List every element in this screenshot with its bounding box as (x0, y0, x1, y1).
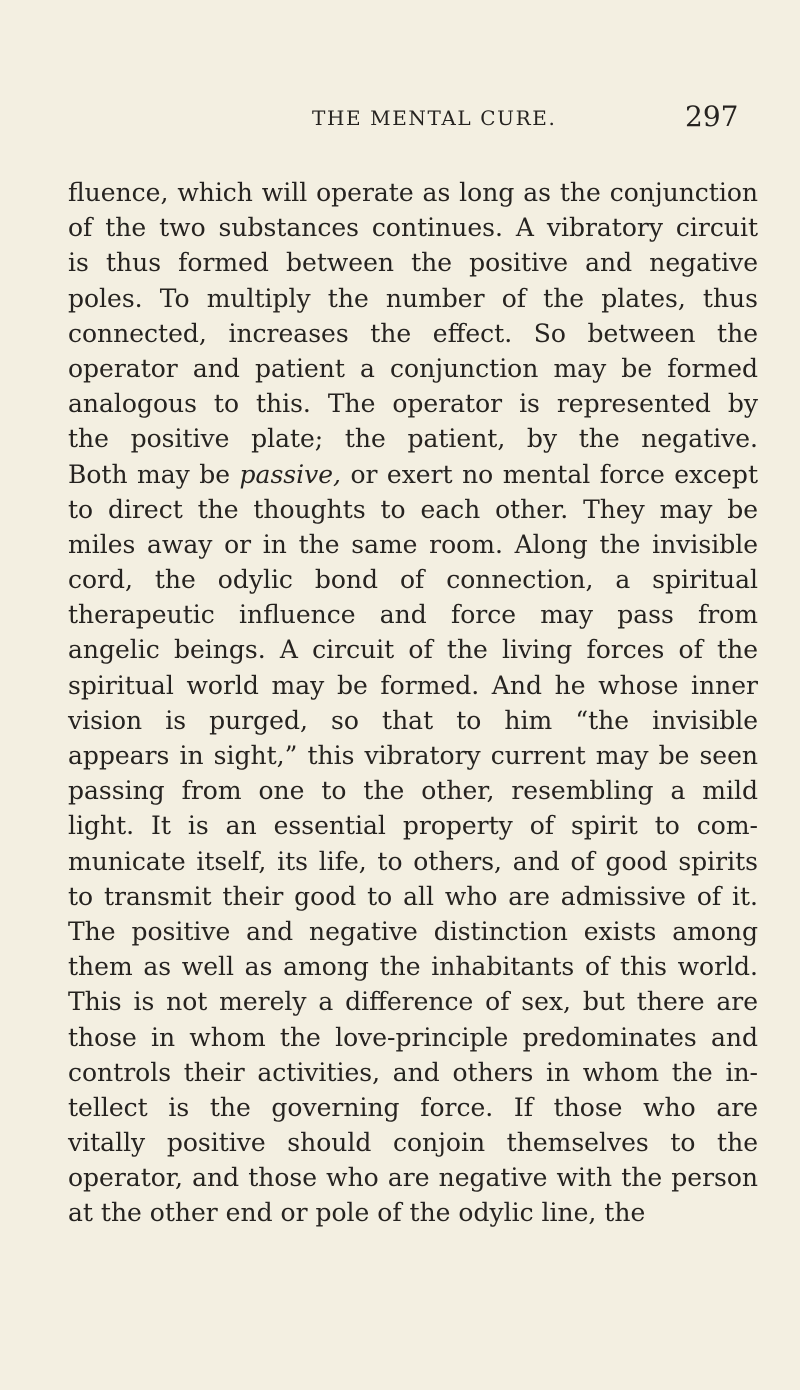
text-segment: to direct the thoughts to each other. They may be (68, 494, 758, 524)
text-segment: fluence, which will operate as long as the conjunction (68, 178, 758, 207)
text-segment: is thus formed between the positive and negative (68, 248, 758, 278)
body-text (68, 175, 758, 1231)
text-line (68, 738, 758, 773)
text-segment: Both may be (68, 459, 240, 489)
text-segment: tellect is the governing force. If those who are (68, 1092, 758, 1122)
text-segment: of the two substances continues. A vibratory circuit (68, 213, 758, 243)
text-line (68, 351, 758, 386)
page-header (0, 100, 800, 144)
text-line (68, 808, 758, 843)
text-segment: those in whom the love-principle predominates and (68, 1022, 758, 1052)
text-line (68, 527, 758, 562)
text-line (68, 1125, 758, 1160)
text-segment: connected, increases the effect. So between the (68, 318, 758, 348)
text-line (68, 668, 758, 703)
text-segment: or exert no mental force except (340, 459, 758, 489)
text-line (68, 879, 758, 914)
text-line (68, 1055, 758, 1090)
text-line (68, 175, 758, 210)
text-segment: at the other end or pole of the odylic line, the (68, 1198, 646, 1228)
text-line (68, 492, 758, 527)
text-line (68, 421, 758, 456)
text-segment: vision is purged, so that to him “the invisible (68, 705, 758, 735)
italic-text: passive, (239, 459, 341, 489)
text-line (68, 210, 758, 245)
text-line (68, 1195, 758, 1230)
text-line (68, 703, 758, 738)
text-line (68, 949, 758, 984)
text-line (68, 1160, 758, 1195)
text-segment: spiritual world may be formed. And he whose inner (68, 670, 758, 700)
text-line (68, 245, 758, 280)
text-segment: municate itself, its life, to others, and of good spirits (68, 846, 758, 876)
text-segment: therapeutic influence and force may pass from (68, 600, 758, 630)
text-segment: poles. To multiply the number of the plates, thus (68, 283, 758, 313)
page-number: 297 (685, 100, 739, 133)
text-segment: appears in sight,” this vibratory current may be seen (68, 741, 758, 770)
text-segment: cord, the odylic bond of connection, a spiritual (68, 565, 758, 595)
text-line (68, 316, 758, 351)
text-line (68, 914, 758, 949)
text-segment: the positive plate; the patient, by the negative. (68, 424, 758, 454)
text-line (68, 1090, 758, 1125)
text-line (68, 1020, 758, 1055)
text-segment: analogous to this. The operator is represented by (68, 389, 758, 419)
text-line (68, 457, 758, 492)
text-line (68, 844, 758, 879)
text-line (68, 281, 758, 316)
text-segment: to transmit their good to all who are admissive of it. (68, 881, 758, 911)
text-segment: light. It is an essential property of spirit to com- (68, 811, 758, 841)
text-segment: operator and patient a conjunction may be formed (68, 353, 758, 383)
running-title: THE MENTAL CURE. (312, 106, 557, 130)
text-segment: controls their activities, and others in whom the in- (68, 1057, 758, 1087)
text-line (68, 597, 758, 632)
text-segment: miles away or in the same room. Along the invisible (68, 529, 758, 559)
text-line (68, 773, 758, 808)
text-line (68, 562, 758, 597)
text-segment: angelic beings. A circuit of the living forces of the (68, 635, 758, 665)
text-segment: them as well as among the inhabitants of this world. (68, 952, 758, 982)
text-segment: vitally positive should conjoin themselves to the (68, 1128, 758, 1158)
text-segment: This is not merely a difference of sex, but there are (68, 987, 758, 1017)
text-segment: The positive and negative distinction exists among (68, 916, 758, 946)
text-line (68, 984, 758, 1019)
text-line (68, 386, 758, 421)
text-segment: operator, and those who are negative with the person (68, 1163, 758, 1193)
text-segment: passing from one to the other, resembling a mild (68, 776, 758, 806)
text-line (68, 632, 758, 667)
